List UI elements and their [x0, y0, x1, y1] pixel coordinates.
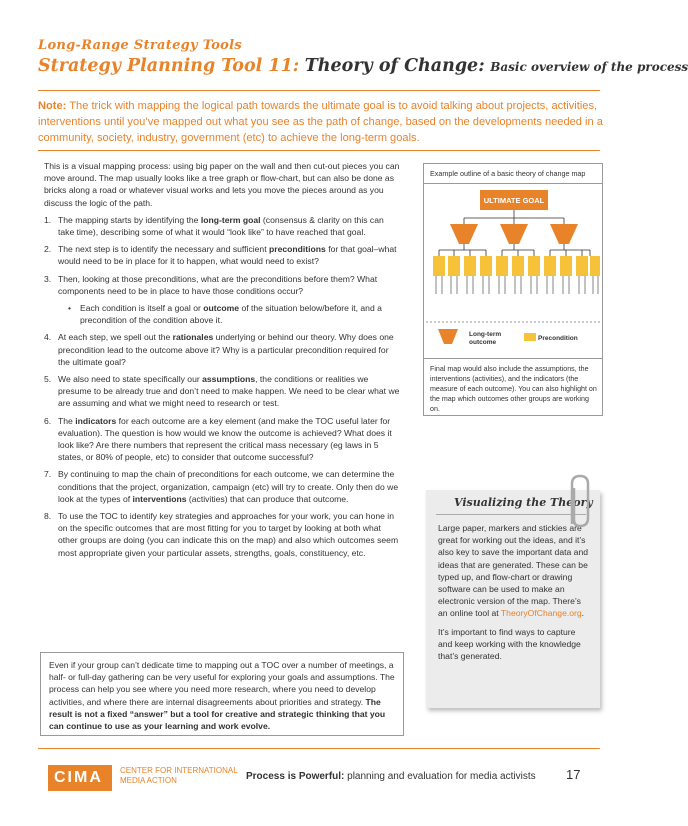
step-text: We also need to state specifically our [58, 374, 203, 385]
step-item [44, 415, 400, 464]
step-item [44, 510, 400, 559]
step-keyword: preconditions [268, 244, 326, 255]
step-text: By continuing to map the chain of preconditions for each outcome, we can determine the conditions that the project, organization, campaign (etc) will try to create. Only then do we look at the types of [58, 469, 399, 504]
toc-map-example [423, 163, 603, 416]
step-text: underlying or behind our theory. Why does one precondition lead to the outcome above it? Why is a particular precondition required for the ultimate goal? [58, 332, 394, 367]
step-number: 6. [44, 415, 52, 426]
step-item [44, 243, 400, 267]
step-text: The [58, 415, 76, 426]
title-rule [38, 90, 600, 91]
step-keyword: indicators [75, 415, 117, 426]
sub-keyword: outcome [203, 303, 240, 314]
step-number: 5. [44, 374, 52, 385]
step-keyword: assumptions [202, 374, 256, 385]
step-item [44, 373, 400, 410]
step-keyword: rationales [172, 332, 214, 343]
step-text: At each step, we spell out the [58, 332, 173, 343]
note-rule [38, 150, 600, 151]
sub-text: Each condition is itself a goal or [80, 303, 204, 314]
title-main: Theory of Change: [304, 56, 485, 76]
step-text: (activities) that can produce that outcome. [186, 493, 349, 504]
step-text: (consensus & clarity on this can take time), describing some of what it would “look like” to have reached that goal. [58, 214, 384, 238]
steps-list [44, 214, 400, 297]
map-caption: Example outline of a basic theory of change map [430, 169, 586, 178]
legend-outcome-label: Long-term outcome [469, 331, 502, 346]
summary-bold: The result is not a fixed “answer” but a tool for creative and strategic thinking that you can continue to use as your learning and work evolve. [49, 696, 386, 732]
step-number: 4. [44, 332, 52, 343]
step-text: The next step is to identify the necessary and sufficient [58, 244, 269, 255]
sub-text: of the situation below/before it, and a precondition of the condition above it. [80, 303, 382, 326]
sub-bullet [44, 302, 400, 326]
step-number: 2. [44, 244, 52, 255]
step-text: To use the TOC to identify key strategies and approaches for your work, you can hone in on the specific outcomes that are most fitting for you to target by looking at both what other groups are doing (you can indicate this on the map) and also which outcomes seem most appropriate given your particular assets, strengths, goals, constituency, etc. [58, 511, 399, 558]
title-prefix: Strategy Planning Tool 11: [38, 56, 300, 76]
step-item [44, 273, 400, 297]
step-item [44, 214, 400, 238]
footer-rule [38, 748, 600, 749]
step-number: 7. [44, 469, 52, 480]
intro-paragraph: This is a visual mapping process: using big paper on the wall and then cut-out pieces you can move around. The map usually looks like a tree graph or flow-chart, but can also be done as bricks along a road or whatever visual works and lets you move the pieces around as you discuss the logic of the path. [44, 161, 400, 208]
page-title [38, 56, 688, 76]
visualizing-p2: It’s important to find ways to capture and keep working with the knowledge that’s generated. [438, 626, 581, 662]
step-number: 1. [44, 214, 52, 225]
step-number: 8. [44, 511, 52, 522]
note-text: The trick with mapping the logical path towards the ultimate goal is to avoid talking about projects, activities, interventions until you’ve mapped out what you see as the path of change, based on the developments needed in a community, society, industry, government (etc) to achieve the long-term goals. [38, 100, 603, 144]
series-title: Long-Range Strategy Tools [38, 38, 243, 53]
step-item [44, 468, 400, 505]
summary-box [40, 652, 404, 736]
visualizing-title: Visualizing the Theory [454, 496, 593, 509]
step-item [44, 331, 400, 368]
footer-tagline: Process is Powerful: planning and evaluation for media activists [246, 771, 536, 782]
visualizing-text: Large paper, markers and stickies are great for working out the ideas, and it’s also key to save the important data and ideas that are generated. These can be typed up, and flow-chart or drawing software can be used to make an electronic version of the map. There’s an online tool at TheoryOfChange.org. It’s important to find ways to capture and keep working with the knowledge that’s generated. [438, 523, 589, 662]
title-sub: Basic overview of the process [490, 60, 688, 74]
note-paragraph [38, 98, 603, 146]
theoryofchange-link[interactable]: TheoryOfChange.org [500, 608, 582, 619]
step-text: The mapping starts by identifying the [58, 214, 201, 225]
step-text: , the conditions or realities we presume to be already true and don’t need to make happen. We need to be clear what we are assuming and what we might need to research or test. [58, 374, 400, 409]
map-description: Final map would also include the assumptions, the interventions (activities), and the indicators (the measure of each outcome). You can also highlight on the map which outcomes other groups are working on. [430, 365, 597, 413]
step-keyword: interventions [132, 493, 187, 504]
legend-precondition-label: Precondition [538, 335, 578, 342]
page-number: 17 [566, 767, 581, 782]
step-text: Then, looking at those preconditions, what are the preconditions before them? What components need to be in place to have those conditions occur? [58, 273, 378, 296]
cima-logo: CIMA [48, 765, 112, 791]
org-name: CENTER FOR INTERNATIONAL MEDIA ACTION [120, 766, 238, 785]
legend-rule [424, 358, 602, 359]
step-number: 3. [44, 273, 52, 284]
step-text: for that goal–what would need to be in place for it to happen, what would need to exist? [58, 244, 397, 267]
main-column [44, 160, 400, 564]
summary-text: Even if your group can’t dedicate time to mapping out a TOC over a number of meetings, a half- or full-day gathering can be very useful for exploring your goals and assumptions. The process can help you see where you need more research, where you need to develop activities, and where there are internal disagreements about priorities and strategy. [49, 660, 395, 707]
paperclip-icon [558, 472, 598, 532]
note-label: Note: [38, 100, 67, 112]
step-keyword: long-term goal [200, 214, 261, 225]
step-text: for each outcome are a key element (and make the TOC useful later for evaluation). The question is how would we know the outcome is achieved? What does it look like? Are there numbers that represent the critical mass necessary (eg laws in 5 states, or 80% of people, etc) to consider that outcome successful? [58, 415, 392, 463]
steps-list [44, 331, 400, 558]
bullet-icon: • [68, 303, 72, 314]
visualizing-p1: Large paper, markers and stickies are great for working out the ideas, and it’s also key to save the important data and ideas that are generated. These can be typed up, and flow-chart or drawing software can be used to make an electronic version of the map. There’s an online tool at [438, 523, 589, 619]
ultimate-goal-label: ULTIMATE GOAL [483, 196, 545, 205]
